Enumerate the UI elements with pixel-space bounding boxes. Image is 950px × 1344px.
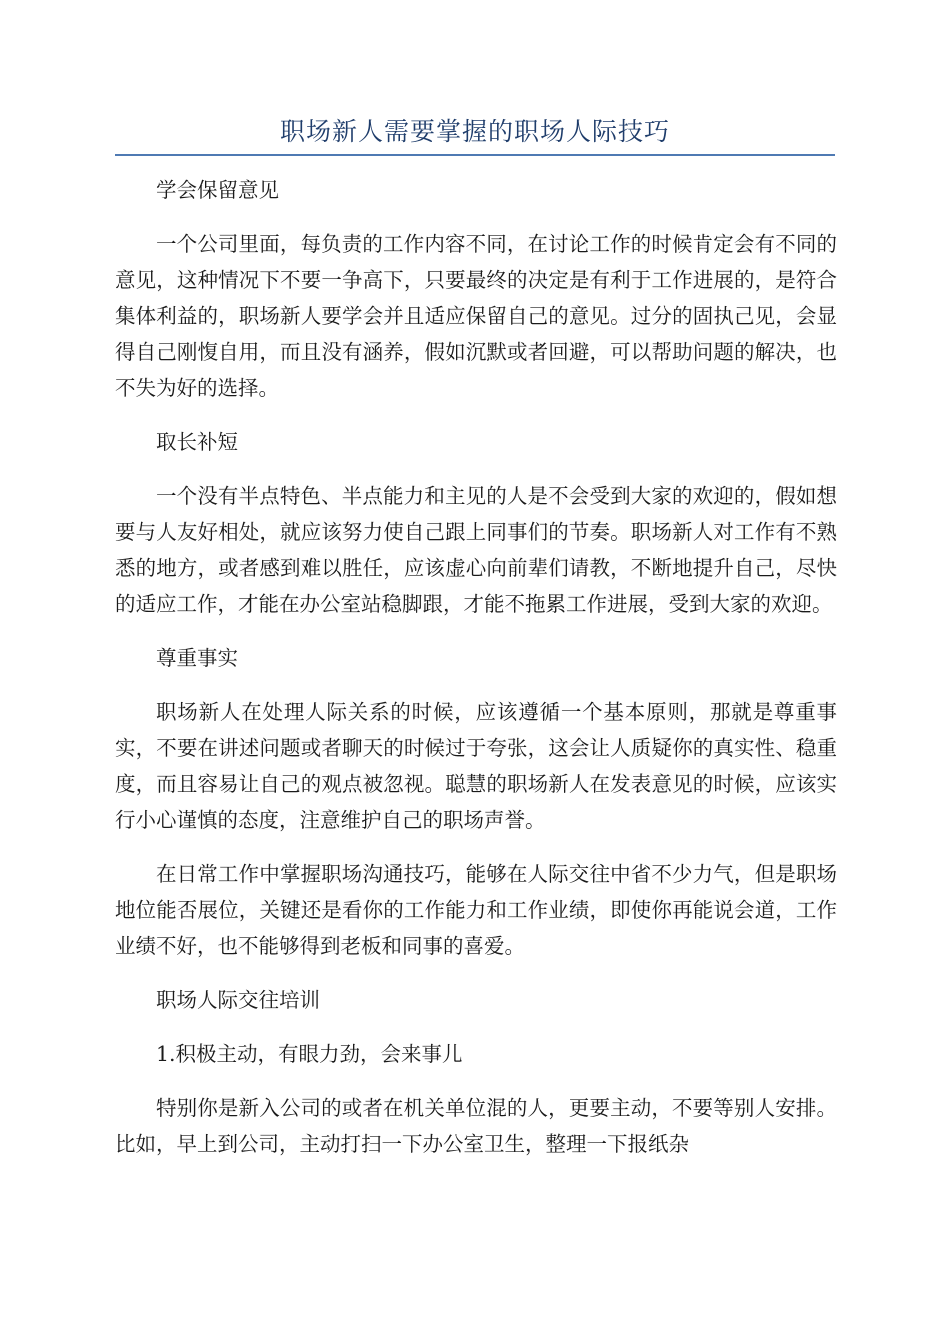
title-underline (115, 154, 835, 156)
section-heading: 学会保留意见 (156, 178, 279, 202)
body-paragraph: 在日常工作中掌握职场沟通技巧，能够在人际交往中省不少力气，但是职场地位能否展位，关键还是看你的工作能力和工作业绩，即使你再能说会道，工作业绩不好，也不能够得到老板和同事的喜爱。 (115, 862, 837, 958)
numbered-heading: 1.积极主动，有眼力劲，会来事儿 (156, 1042, 463, 1066)
body-paragraph: 一个公司里面，每负责的工作内容不同，在讨论工作的时候肯定会有不同的意见，这种情况下不要一争高下，只要最终的决定是有利于工作进展的，是符合集体利益的，职场新人要学会并且适应保留自己的意见。过分的固执己见，会显得自己刚愎自用，而且没有涵养，假如沉默或者回避，可以帮助问题的解决，也不失为好的选择。 (115, 232, 837, 400)
body-paragraph: 特别你是新入公司的或者在机关单位混的人，更要主动，不要等别人安排。比如，早上到公司，主动打扫一下办公室卫生，整理一下报纸杂 (115, 1096, 837, 1156)
section-heading: 职场人际交往培训 (156, 988, 320, 1012)
section-heading: 尊重事实 (156, 646, 238, 670)
body-paragraph: 职场新人在处理人际关系的时候，应该遵循一个基本原则，那就是尊重事实，不要在讲述问题或者聊天的时候过于夸张，这会让人质疑你的真实性、稳重度，而且容易让自己的观点被忽视。聪慧的职场新人在发表意见的时候，应该实行小心谨慎的态度，注意维护自己的职场声誉。 (115, 700, 837, 832)
document-title: 职场新人需要掌握的职场人际技巧 (279, 117, 670, 146)
document-body (115, 172, 837, 1180)
body-paragraph: 一个没有半点特色、半点能力和主见的人是不会受到大家的欢迎的，假如想要与人友好相处，就应该努力使自己跟上同事们的节奏。职场新人对工作有不熟悉的地方，或者感到难以胜任，应该虚心向前辈们请教，不断地提升自己，尽快的适应工作，才能在办公室站稳脚跟，才能不拖累工作进展，受到大家的欢迎。 (115, 484, 837, 616)
section-heading: 取长补短 (156, 430, 238, 454)
